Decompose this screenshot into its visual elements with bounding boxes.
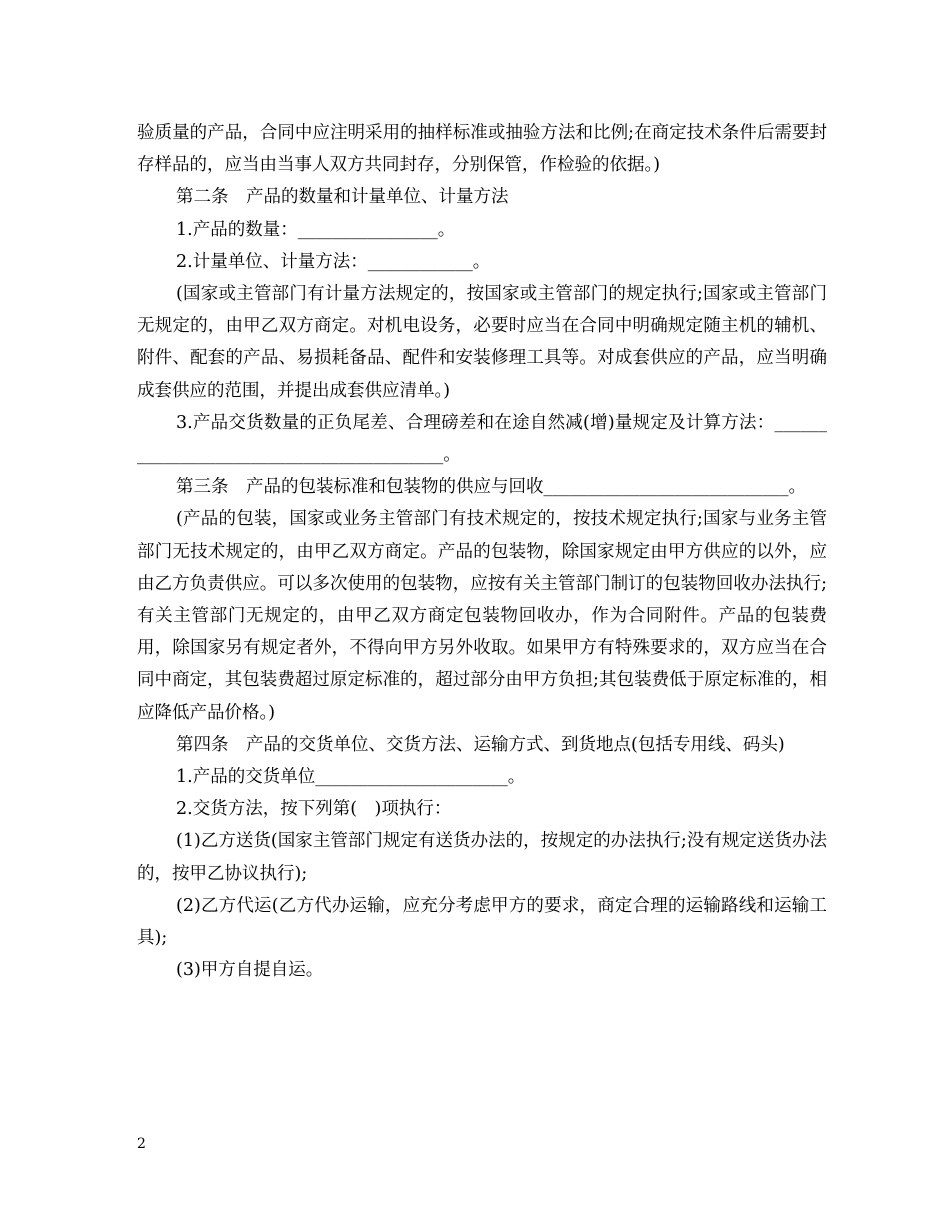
- option-1-seller-delivery: (1)乙方送货(国家主管部门规定有送货办法的，按规定的办法执行;没有规定送货办法的，按甲乙协议执行);: [137, 831, 827, 884]
- option-3-buyer-pickup: (3)甲方自提自运。: [176, 960, 324, 981]
- option-2-seller-shipping: (2)乙方代运(乙方代办运输，应充分考虑甲方的要求，商定合理的运输路线和运输工具);: [137, 895, 827, 949]
- page-number: 2: [137, 1136, 146, 1152]
- article-4-heading: 第四条 产品的交货单位、交货方法、运输方式、到货地点(包括专用线、码头): [176, 734, 785, 755]
- clause-2-3-tolerance: 3.产品交货数量的正负尾差、合理磅差和在途自然减(增)量规定及计算方法：_________________________________________。: [137, 412, 827, 466]
- clause-4-2-delivery-method: 2.交货方法，按下列第( )项执行：: [176, 799, 452, 820]
- article-2-heading: 第二条 产品的数量和计量单位、计量方法: [176, 187, 509, 208]
- paragraph-inspection-sampling: 验质量的产品，合同中应注明采用的抽样标准或抽验方法和比例;在商定技术条件后需要封存样品的，应当由当事人双方共同封存，分别保管，作检验的依据。): [137, 123, 827, 176]
- document-body: [137, 117, 827, 986]
- article-3-heading: 第三条 产品的包装标准和包装物的供应与回收____________________________。: [176, 477, 806, 498]
- paragraph-packaging-note: (产品的包装，国家或业务主管部门有技术规定的，按技术规定执行;国家与业务主管部门无技术规定的，由甲乙双方商定。产品的包装物，除国家规定由甲方供应的以外，应由乙方负责供应。可以多次使用的包装物，应按有关主管部门制订的包装物回收办法执行;有关主管部门无规定的，由甲乙双方商定包装物回收办，作为合同附件。产品的包装费用，除国家另有规定者外，不得向甲方另外收取。如果甲方有特殊要求的，双方应当在合同中商定，其包装费超过原定标准的，超过部分由甲方负担;其包装费低于原定标准的，相应降低产品价格。): [137, 509, 827, 723]
- clause-2-1-quantity: 1.产品的数量：________________。: [176, 219, 456, 240]
- paragraph-measurement-note: (国家或主管部门有计量方法规定的，按国家或主管部门的规定执行;国家或主管部门无规定的，由甲乙双方商定。对机电设务，必要时应当在合同中明确规定随主机的辅机、附件、配套的产品、易损耗备品、配件和安装修理工具等。对成套供应的产品，应当明确成套供应的范围，并提出成套供应清单。): [137, 284, 827, 401]
- clause-4-1-delivery-unit: 1.产品的交货单位______________________。: [176, 767, 526, 788]
- clause-2-2-unit-method: 2.计量单位、计量方法：____________。: [176, 251, 491, 272]
